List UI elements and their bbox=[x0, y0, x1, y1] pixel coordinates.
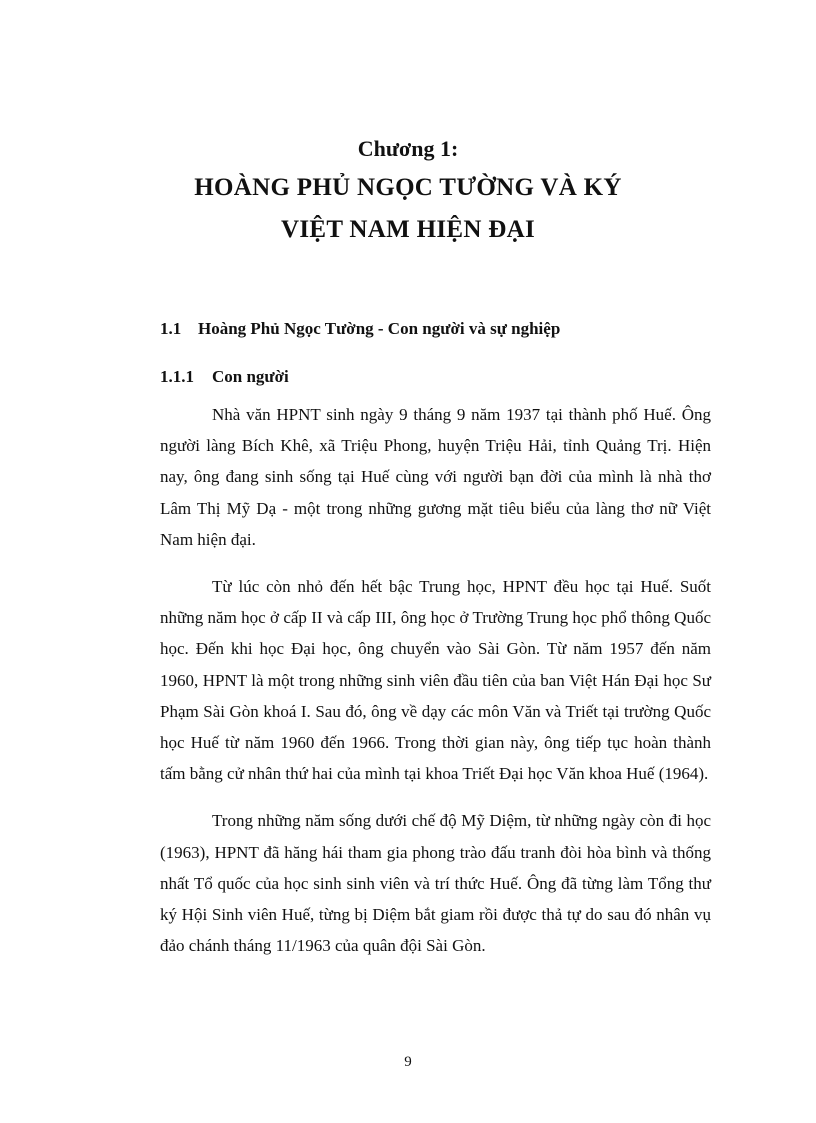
subsection-heading bbox=[160, 367, 289, 387]
section-number: 1.1 bbox=[160, 319, 182, 338]
paragraph: Từ lúc còn nhỏ đến hết bậc Trung học, HPNT đều học tại Huế. Suốt những năm học ở cấp II và cấp III, ông học ở Trường Trung học phổ thông Quốc học. Đến khi học Đại học, ông chuyển vào Sài Gòn. Từ năm 1957 đến năm 1960, HPNT là một trong những sinh viên đầu tiên của ban Việt Hán Đại học Sư Phạm Sài Gòn khoá I. Sau đó, ông về dạy các môn Văn và Triết tại trường Quốc học Huế từ năm 1960 đến 1966. Trong thời gian này, ông tiếp tục hoàn thành tấm bằng cử nhân thứ hai của mình tại khoa Triết Đại học Văn khoa Huế (1964). bbox=[160, 577, 711, 784]
chapter-title-line-2: VIỆT NAM HIỆN ĐẠI bbox=[281, 216, 535, 243]
chapter-title-line-1: HOÀNG PHỦ NGỌC TƯỜNG VÀ KÝ bbox=[194, 174, 622, 201]
page-number: 9 bbox=[404, 1054, 412, 1070]
subsection-number: 1.1.1 bbox=[160, 367, 194, 386]
paragraph: Nhà văn HPNT sinh ngày 9 tháng 9 năm 1937 tại thành phố Huế. Ông người làng Bích Khê, xã Triệu Phong, huyện Triệu Hải, tỉnh Quảng Trị. Hiện nay, ông đang sinh sống tại Huế cùng với người bạn đời của mình là nhà thơ Lâm Thị Mỹ Dạ - một trong những gương mặt tiêu biểu của làng thơ nữ Việt Nam hiện đại. bbox=[160, 405, 711, 549]
body-text bbox=[160, 399, 711, 977]
section-heading bbox=[160, 319, 560, 339]
subsection-title: Con người bbox=[212, 367, 289, 386]
section-title: Hoàng Phủ Ngọc Tường - Con người và sự nghiệp bbox=[198, 319, 561, 338]
paragraph: Trong những năm sống dưới chế độ Mỹ Diệm, từ những ngày còn đi học (1963), HPNT đã hăng hái tham gia phong trào đấu tranh đòi hòa bình và thống nhất Tổ quốc của học sinh sinh viên và trí thức Huế. Ông đã từng làm Tổng thư ký Hội Sinh viên Huế, từng bị Diệm bắt giam rồi được thả tự do sau đó nhân vụ đảo chánh tháng 11/1963 của quân đội Sài Gòn. bbox=[160, 811, 711, 956]
chapter-label: Chương 1: bbox=[357, 136, 459, 161]
